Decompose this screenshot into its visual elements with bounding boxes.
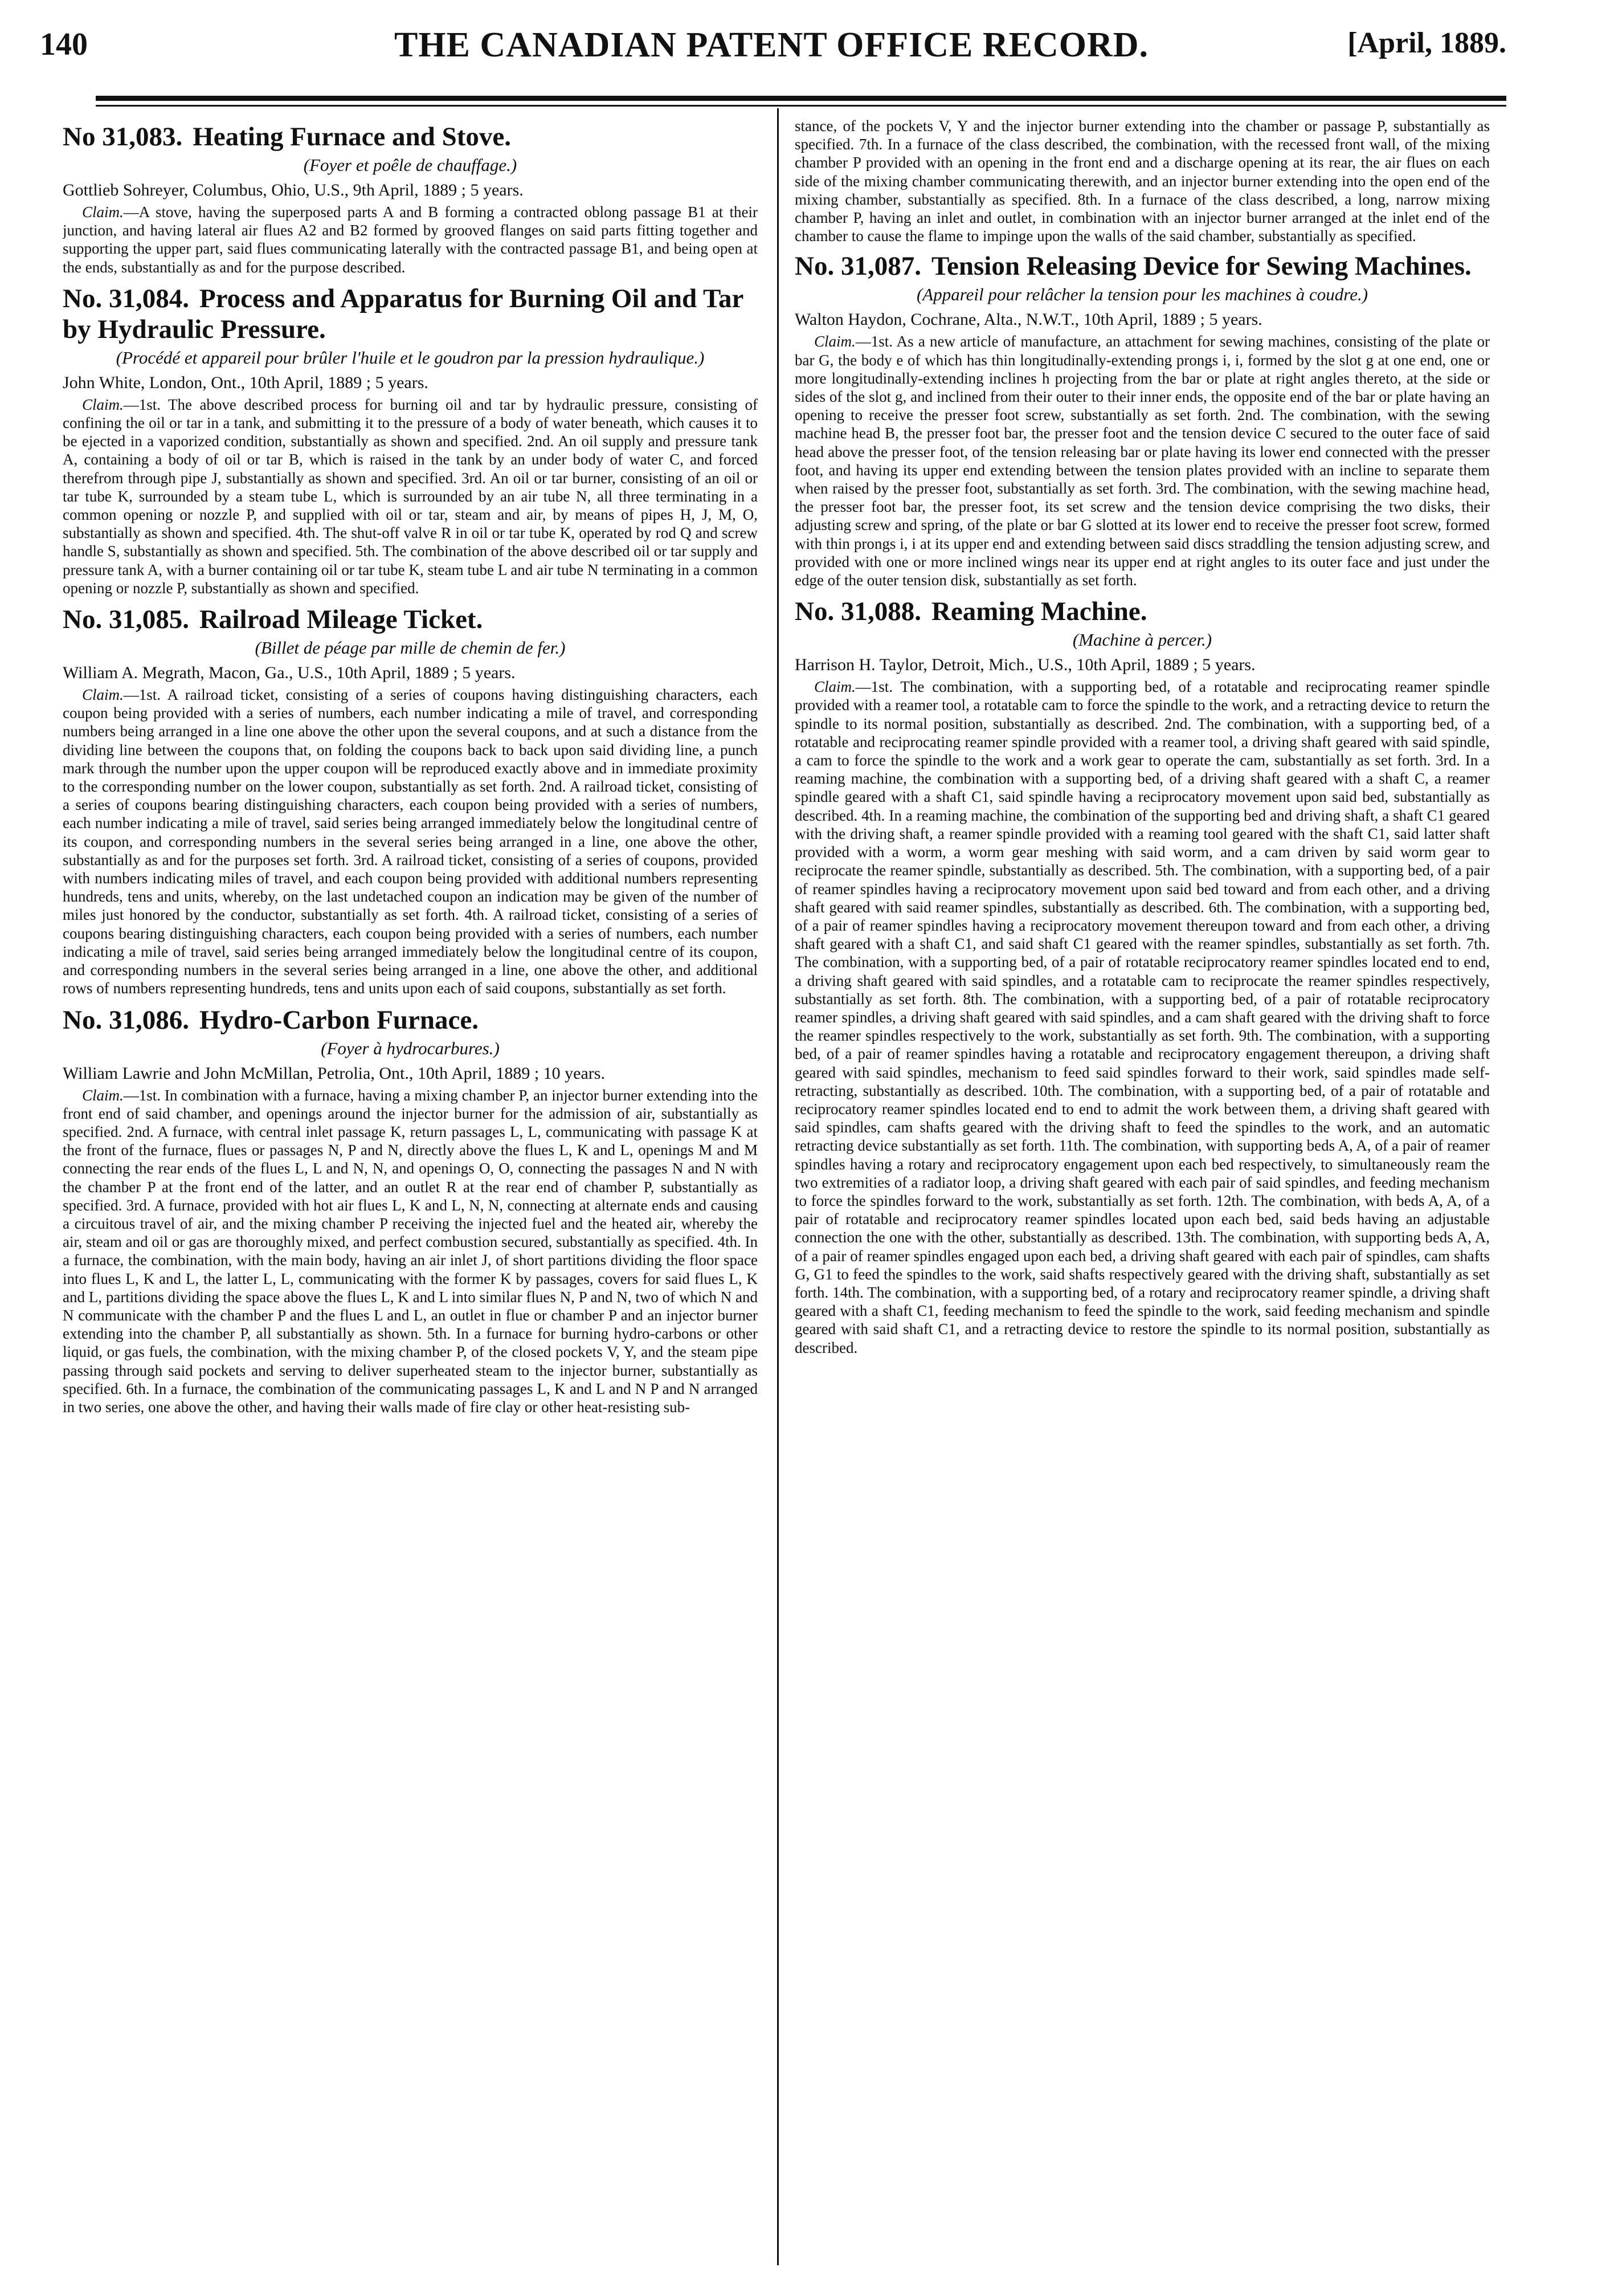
entry-subtitle: (Billet de péage par mille de chemin de fer.) bbox=[255, 638, 566, 658]
claim-label: Claim. bbox=[82, 395, 124, 413]
entry-claim-continuation: stance, of the pockets V, Y and the injector burner extending into the chamber or passage P, substantially as specified. 7th. In a furnace of the class described, the combination, with the recessed front wall, of the mixing chamber P provided with an opening in the front end and a discharge opening at its rear, the air flues on each side of the mixing chamber communicating therewith, and an injector burner extending into the open end of the mixing chamber, substantially as specified. 8th. In a furnace of the class described, a long, narrow mixing chamber P, having an inlet and outlet, in combination with an injector burner arranged at the inlet end of the chamber to cause the flame to impinge upon the walls of the said chamber, substantially as specified. bbox=[795, 117, 1490, 245]
entry-claim bbox=[795, 678, 1490, 1357]
page-header bbox=[36, 15, 1506, 79]
entry-claim bbox=[795, 332, 1490, 589]
entry-title: Tension Releasing Device for Sewing Machines. bbox=[931, 251, 1472, 282]
entry-title: Reaming Machine. bbox=[931, 597, 1147, 627]
right-column bbox=[795, 117, 1490, 2260]
entry-heading bbox=[63, 604, 758, 635]
entry-subtitle: (Foyer et poêle de chauffage.) bbox=[303, 155, 517, 175]
entry-number: No. 31,085. bbox=[63, 605, 189, 635]
claim-text: —1st. The above described process for burning oil and tar by hydraulic pressure, consisting of confining the oil or tar in a tank, and submitting it to the pressure of a body of water beneath, which causes it to be ejected in a vaporized condition, substantially as shown and specified. 2nd. An oil supply and pressure tank A, containing a body of oil or tar B, which is raised in the tank by an under body of water C, and forced therefrom through pipe J, substantially as shown and specified. 3rd. An oil or tar burner, consisting of an oil or tar tube K, surrounded by a steam tube L, which is surrounded by an air tube N, all three terminating in a common opening or nozzle P, and supplied with oil or tar, steam and air, by means of pipes H, J, M, O, substantially as shown and specified. 4th. The shut-off valve R in oil or tar tube K, operated by rod Q and screw handle S, substantially as shown and specified. 5th. The combination of the above described oil or tar supply and pressure tank A, with a burner containing oil or tar tube K, steam tube L and air tube N terminating in a common opening or nozzle P, substantially as shown and specified. bbox=[63, 395, 758, 597]
entry-subtitle: (Machine à percer.) bbox=[1072, 630, 1212, 650]
entry-applicant: Walton Haydon, Cochrane, Alta., N.W.T., 10th April, 1889 ; 5 years. bbox=[795, 310, 1262, 329]
left-column bbox=[63, 117, 758, 2260]
entry-title: Process and Apparatus for Burning Oil and Tar by Hydraulic Pressure. bbox=[63, 283, 743, 344]
entry-heading bbox=[63, 283, 758, 345]
entry-number: No. 31,086. bbox=[63, 1005, 189, 1035]
entry-number: No. 31,087. bbox=[795, 251, 921, 282]
entry-claim bbox=[63, 203, 758, 276]
entry-heading bbox=[63, 121, 758, 152]
column-divider bbox=[777, 108, 779, 2265]
patent-entry-31084 bbox=[63, 283, 758, 597]
header-rule-thick bbox=[96, 96, 1506, 101]
entry-number: No. 31,084. bbox=[63, 283, 189, 313]
claim-label: Claim. bbox=[82, 686, 124, 704]
page-number: 140 bbox=[40, 27, 88, 62]
claim-text: —1st. In combination with a furnace, having a mixing chamber P, an injector burner extending into the front end of said chamber, and openings around the injector burner for the admission of air, substantially as specified. 2nd. A furnace, with central inlet passage K, return passages L, L, communicating with passage K at the front of the furnace, flues or passages N, P and N, directly above the flues L, K and L, openings M and M connecting the rear ends of the flues L, L and N, N, and openings O, O, connecting the passages N and N with the chamber P at the front end of the latter, and an outlet R at the rear end of chamber P, substantially as specified. 3rd. A furnace, provided with hot air flues L, K and L, N, N, connecting at alternate ends and causing a circuitous travel of air, and the mixing chamber P receiving the injected fuel and the heated air, whereby the air, steam and oil or gas are thoroughly mixed, and perfect combustion secured, substantially as specified. 4th. In a furnace, the combination, with the main body, having an air inlet J, of short partitions dividing the floor space into flues L, K and L, the latter L, L, communicating with the former K by passages, covers for said flues L, K and L, partitions dividing the space above the flues L, K and L into similar flues N, P and N, two of which N and N communicate with the chamber P and the flues L and L, an outlet in flue or chamber P and an injector burner extending into the chamber P, all substantially as shown. 5th. In a furnace for burning hydro-carbons or other liquid, or gas fuels, the combination, with the mixing chamber P, of the closed pockets V, Y, and the steam pipe passing through said pockets and serving to deliver superheated steam to the injector burner, substantially as specified. 6th. In a furnace, the combination of the communicating passages L, K and L and N P and N arranged in two series, one above the other, and having their walls made of fire clay or other heat-resisting sub- bbox=[63, 1086, 758, 1416]
entry-title: Heating Furnace and Stove. bbox=[193, 122, 511, 152]
entry-number: No 31,083. bbox=[63, 122, 183, 152]
entry-claim bbox=[63, 686, 758, 997]
entry-subtitle: (Foyer à hydrocarbures.) bbox=[321, 1038, 500, 1058]
entry-applicant: William Lawrie and John McMillan, Petrolia, Ont., 10th April, 1889 ; 10 years. bbox=[63, 1063, 605, 1083]
entry-title: Railroad Mileage Ticket. bbox=[199, 605, 483, 635]
entry-applicant: William A. Megrath, Macon, Ga., U.S., 10th April, 1889 ; 5 years. bbox=[63, 663, 516, 683]
entry-applicant: Gottlieb Sohreyer, Columbus, Ohio, U.S., 9th April, 1889 ; 5 years. bbox=[63, 181, 524, 199]
publication-title: THE CANADIAN PATENT OFFICE RECORD. bbox=[394, 26, 1149, 64]
entry-subtitle: (Procédé et appareil pour brûler l'huile et le goudron par la pression hydraulique.) bbox=[116, 347, 705, 368]
entry-title: Hydro-Carbon Furnace. bbox=[199, 1005, 479, 1035]
patent-entry-31086 bbox=[63, 1005, 758, 1417]
entry-claim bbox=[63, 1086, 758, 1417]
entry-heading bbox=[795, 251, 1490, 282]
claim-label: Claim. bbox=[814, 333, 856, 350]
entry-heading bbox=[63, 1005, 758, 1035]
issue-date: [April, 1889. bbox=[1347, 27, 1506, 59]
entry-heading bbox=[795, 596, 1490, 627]
claim-text: —A stove, having the superposed parts A and B forming a contracted oblong passage B1 at their junction, and having lateral air flues A2 and B2 formed by grooved flanges on said parts fitting together and supporting the upper part, said flues communicating laterally with the contracted passage B1, and being open at the ends, substantially as and for the purpose described. bbox=[63, 203, 758, 276]
entry-applicant: John White, London, Ont., 10th April, 1889 ; 5 years. bbox=[63, 373, 428, 392]
claim-label: Claim. bbox=[82, 203, 124, 221]
entry-claim bbox=[63, 395, 758, 597]
patent-entry-31087 bbox=[795, 251, 1490, 589]
entry-applicant: Harrison H. Taylor, Detroit, Mich., U.S., 10th April, 1889 ; 5 years. bbox=[795, 655, 1256, 675]
claim-text: —1st. As a new article of manufacture, an attachment for sewing machines, consisting of the plate or bar G, the body e of which has thin longitudinally-extending prongs i, i, formed by the slot g at one end, one or more longitudinally-extending inclines h projecting from the bar or plate at right angles thereto, at the side or sides of the slot g, and inclined from their outer to their inner ends, the opposite end of the bar or plate having an opening to receive the presser foot screw, substantially as set forth. 2nd. The combination, with the sewing machine head B, the presser foot bar, the presser foot and the tension device C secured to the outer face of said head above the presser foot, of the tension releasing bar or plate having its lower end connected with the presser foot, and having its upper end extending between the tension plates provided with an incline to separate them when raised by the presser foot, substantially as set forth. 3rd. The combination, with the sewing machine head, the presser foot bar, the presser foot, its set screw and the tension device comprising the two disks, their adjusting screw and spring, of the plate or bar G slotted at its lower end to receive the presser foot screw, formed with thin prongs i, i at its upper end and extending between said discs straddling the tension adjusting screw, and provided with one or more inclined wings near its upper end at right angles to its outer face and just under the edge of the outer tension disk, substantially as set forth. bbox=[795, 333, 1490, 589]
patent-entry-31085 bbox=[63, 604, 758, 997]
claim-text: —1st. A railroad ticket, consisting of a series of coupons having distinguishing characters, each coupon being provided with a series of numbers, each number indicating a mile of travel, and corresponding numbers being arranged in a line one above the other upon the several coupons, and at such a distance from the dividing line between the coupons that, on folding the coupons back to back upon said dividing line, a punch mark through the number upon the upper coupon will be reproduced exactly above and in immediate proximity to the corresponding number on the lower coupon, substantially as set forth. 2nd. A railroad ticket, consisting of a series of coupons bearing distinguishing characters, each coupon being provided with a series of numbers, each number indicating a mile of travel, said series being arranged immediately below the longitudinal centre of its coupon, and corresponding numbers in the several series being arranged in a line, one above the other, substantially as and for the purposes set forth. 3rd. A railroad ticket, consisting of a series of coupons, provided with numbers indicating miles of travel, and each coupon being provided with additional numbers representing hundreds, tens and units, whereby, on the last undetached coupon an indication may be given of the number of miles just honored by the conductor, substantially as set forth. 4th. A railroad ticket, consisting of a series of coupons bearing distinguishing characters, each coupon being provided with a series of numbers, each number indicating a mile of travel, said series being arranged immediately below the longitudinal centre of its coupon, and corresponding numbers in the several series being arranged in a line, one above the other, and additional rows of numbers representing hundreds, tens and units upon each of said coupons, substantially as set forth. bbox=[63, 686, 758, 997]
entry-subtitle: (Appareil pour relâcher la tension pour les machines à coudre.) bbox=[916, 284, 1368, 305]
claim-label: Claim. bbox=[82, 1086, 124, 1104]
header-rule-thin bbox=[96, 105, 1506, 107]
patent-entry-31088 bbox=[795, 596, 1490, 1357]
patent-entry-31083 bbox=[63, 121, 758, 276]
claim-text: —1st. The combination, with a supporting bed, of a rotatable and reciprocating reamer spindle provided with a reamer tool, a rotatable cam to force the spindle to the work, and a retracting device to return the spindle to its normal position, substantially as described. 2nd. The combination, with a supporting bed, of a rotatable and reciprocating reamer spindle provided with a reamer tool, a driving shaft geared with said spindle, a cam to force the spindle to the work and a work gear to operate the cam, substantially as set forth. 3rd. In a reaming machine, the combination with a supporting bed, of a driving shaft geared with a shaft C, a reamer spindle geared with a shaft C1, said spindle having a reciprocatory movement upon said bed, substantially as described. 4th. In a reaming machine, the combination of the supporting bed and driving shaft, a shaft C1 geared with the driving shaft, a reamer spindle provided with a reaming tool geared with the shaft C1, said latter shaft provided with a worm, a worm gear meshing with said worm, and a cam driven by said worm gear to reciprocate the reamer spindle, substantially as described. 5th. The combination, with a supporting bed, of a pair of reamer spindles having a reciprocatory movement upon said bed toward and from each other, and a driving shaft geared with said reamer spindles, substantially as described. 6th. The combination, with a supporting bed, of a pair of reamer spindles having a reciprocatory movement thereupon toward and from each other, a driving shaft geared with a shaft C1, and said shaft C1 geared with the reamer spindles, substantially as set forth. 7th. The combination, with a supporting bed, of a pair of rotatable reciprocatory reamer spindles located end to end, a driving shaft geared with said spindles, and a rotatable cam to reciprocate the reamer spindles respectively, substantially as set forth. 8th. The combination, with a supporting bed, of a pair of rotatable reciprocatory reamer spindles, a driving shaft geared with said spindles, and a cam shaft geared with the driving shaft to force the reamer spindles respectively to the work, substantially as set forth. 9th. The combination, with a supporting bed, of a pair of reamer spindles having a rotatable and reciprocatory engagement thereupon, a driving shaft geared with said spindles, mechanism to feed said spindles forward to their work, said spindles made self-retracting, substantially as described. 10th. The combination, with a supporting bed, of a pair of rotatable and reciprocatory reamer spindles located end to end to admit the work between them, a driving shaft geared with said spindles, cam shafts geared with the driving shaft to feed the spindles to the work, and an automatic retracting device substantially as set forth. 11th. The combination, with supporting beds A, A, of a pair of reamer spindles having a rotary and reciprocatory engagement upon each bed respectively, to simultaneously ream the two extremities of a radiator loop, a driving shaft geared with each pair of said spindles, and feeding mechanism to force the spindles forward to the work, substantially as set forth. 12th. The combination, with beds A, A, of a pair of rotatable and reciprocatory reamer spindles located upon each bed, said beds having an adjustable connection the one with the other, substantially as described. 13th. The combination, with supporting beds A, A, of a pair of reamer spindles engaged upon each bed, a driving shaft geared with each pair of spindles, cam shafts G, G1 to feed the spindles to the work, said shafts respectively geared with the driving shaft, substantially as set forth. 14th. The combination, with a supporting bed, of a rotary and reciprocatory reamer spindle, a driving shaft geared with a shaft C1, feeding mechanism to feed the spindle to the work, said feeding mechanism and spindle geared with said shaft C1, and a retracting device to restore the spindle to its normal position, substantially as described. bbox=[795, 678, 1490, 1356]
claim-label: Claim. bbox=[814, 678, 856, 696]
entry-number: No. 31,088. bbox=[795, 597, 921, 627]
